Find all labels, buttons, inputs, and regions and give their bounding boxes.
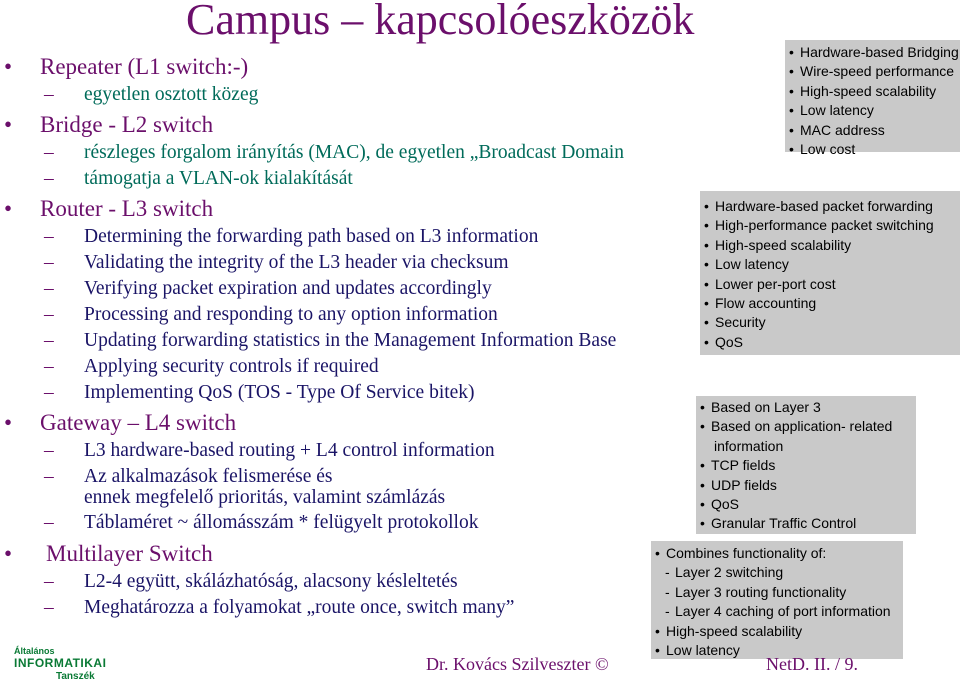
feature-item: • High-speed scalability <box>655 622 899 641</box>
bullet-label: Gateway – L4 switch <box>40 410 237 435</box>
feature-item: • Granular Traffic Control <box>700 514 912 533</box>
bullet-label: Bridge - L2 switch <box>40 112 214 137</box>
sub-item: – Meghatározza a folyamokat „route once, switch many” <box>44 597 515 618</box>
feature-item: • Wire-speed performance <box>789 62 956 81</box>
bullet-dot: • <box>4 196 13 221</box>
sub-item: – Updating forwarding statistics in the Management Information Base <box>44 330 617 351</box>
sub-item: – Applying security controls if required <box>44 356 379 377</box>
sub-item: – egyetlen osztott közeg <box>44 84 259 105</box>
bullet-label: Repeater (L1 switch:-) <box>40 54 249 79</box>
sub-item: – Táblaméret ~ állomásszám * felügyelt protokollok <box>44 512 479 533</box>
feature-subitem: - Layer 2 switching <box>655 563 899 582</box>
sub-item: – Az alkalmazások felismerése és <box>44 466 333 487</box>
sub-item: – részleges forgalom irányítás (MAC), de egyetlen „Broadcast Domain <box>44 142 625 163</box>
feature-item: • Low cost <box>789 140 956 159</box>
feature-item: • High-speed scalability <box>789 82 956 101</box>
feature-item: • TCP fields <box>700 456 912 475</box>
feature-item: • QoS <box>704 333 956 352</box>
l2-features-box <box>785 40 960 158</box>
sub-item: – Determining the forwarding path based on L3 information <box>44 226 539 247</box>
feature-item: • Hardware-based Bridging <box>789 43 956 62</box>
logo-line: Általános <box>14 646 55 656</box>
feature-item: • Low latency <box>704 255 956 274</box>
bullet-label: Router - L3 switch <box>40 196 214 221</box>
feature-item: • Flow accounting <box>704 294 956 313</box>
feature-subitem: - Layer 3 routing functionality <box>655 583 899 602</box>
bullet-bridge <box>4 112 214 138</box>
l4-features-box <box>696 396 916 534</box>
bullet-label: Multilayer Switch <box>46 541 213 566</box>
sub-item: – Verifying packet expiration and updates accordingly <box>44 278 492 299</box>
logo-line: INFORMATIKAI <box>14 656 107 670</box>
bullet-dot: • <box>4 410 13 435</box>
bullet-multilayer <box>4 541 213 567</box>
feature-item: • High-speed scalability <box>704 236 956 255</box>
department-logo <box>12 646 116 684</box>
feature-item: • QoS <box>700 495 912 514</box>
sub-item-continuation: ennek megfelelő prioritás, valamint számlázás <box>84 487 446 508</box>
bullet-router <box>4 196 214 222</box>
feature-item: • UDP fields <box>700 476 912 495</box>
feature-item: • Security <box>704 313 956 332</box>
feature-item: • Based on application- related <box>700 417 912 436</box>
sub-item: – támogatja a VLAN-ok kialakítását <box>44 168 353 189</box>
feature-item: • Combines functionality of: <box>655 544 899 563</box>
feature-item: • Hardware-based packet forwarding <box>704 197 956 216</box>
feature-item: • Low latency <box>789 101 956 120</box>
bullet-dot: • <box>4 54 13 79</box>
feature-item: • High-performance packet switching <box>704 216 956 235</box>
feature-item: • Lower per-port cost <box>704 275 956 294</box>
feature-item: • MAC address <box>789 121 956 140</box>
footer-page-number: NetD. II. / 9. <box>766 654 858 674</box>
bullet-dot: • <box>4 112 13 137</box>
feature-subitem: - Layer 4 caching of port information <box>655 602 899 621</box>
bullet-gateway <box>4 410 237 436</box>
footer-author: Dr. Kovács Szilveszter © <box>426 654 609 674</box>
sub-item: – Validating the integrity of the L3 header via checksum <box>44 252 509 273</box>
l3-features-box <box>700 191 960 355</box>
bullet-repeater <box>4 54 249 80</box>
logo-line: Tanszék <box>56 671 95 682</box>
bullet-dot: • <box>4 541 13 566</box>
feature-item: • Based on Layer 3 <box>700 398 912 417</box>
feature-item: • Low latency <box>655 641 899 660</box>
sub-item: – L2-4 együtt, skálázhatóság, alacsony késleltetés <box>44 571 458 592</box>
slide-title: Campus – kapcsolóeszközök <box>186 0 695 44</box>
sub-item: – Implementing QoS (TOS - Type Of Service bitek) <box>44 382 475 403</box>
sub-item: – Processing and responding to any option information <box>44 304 498 325</box>
feature-item-continuation: information <box>714 437 784 454</box>
multilayer-features-box <box>651 541 903 659</box>
sub-item: – L3 hardware-based routing + L4 control information <box>44 440 495 461</box>
